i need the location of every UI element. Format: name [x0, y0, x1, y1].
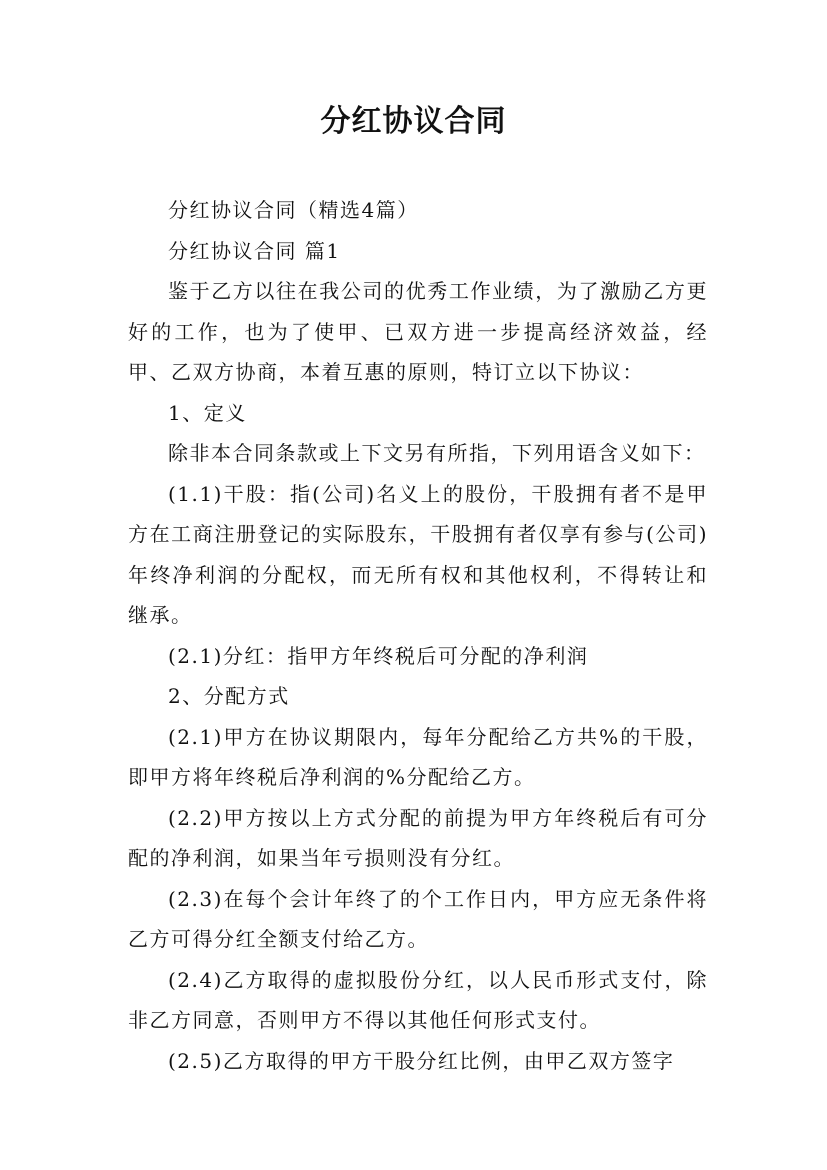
paragraph-definitions-intro: 除非本合同条款或上下文另有所指，下列用语含义如下：: [168, 441, 706, 465]
clause-2-1: (2.1)甲方在协议期限内，每年分配给乙方共%的干股，即甲方将年终税后净利润的%分配给乙方。: [128, 724, 708, 789]
section-heading-definitions: 1、定义: [168, 400, 247, 425]
paragraph-article-heading: 分红协议合同 篇1: [168, 238, 341, 263]
clause-2-4: (2.4)乙方取得的虚拟股份分红，以人民币形式支付，除非乙方同意，否则甲方不得以其他任何形式支付。: [128, 967, 708, 1032]
paragraph-preamble: 鉴于乙方以往在我公司的优秀工作业绩，为了激励乙方更好的工作，也为了使甲、已双方进一步提高经济效益，经甲、乙双方协商，本着互惠的原则，特订立以下协议：: [128, 279, 708, 384]
section-heading-distribution: 2、分配方式: [168, 684, 290, 708]
document-title: 分红协议合同: [320, 104, 507, 139]
paragraph-subtitle: 分红协议合同（精选4篇）: [168, 198, 419, 222]
clause-dividend-definition: (2.1)分红：指甲方年终税后可分配的净利润: [168, 643, 589, 668]
clause-1-1: (1.1)干股：指(公司)名义上的股份，干股拥有者不是甲方在工商注册登记的实际股东，干股拥有者仅享有参与(公司)年终净利润的分配权，而无所有权和其他权利，不得转让和继承。: [128, 481, 708, 627]
clause-2-3: (2.3)在每个会计年终了的个工作日内，甲方应无条件将乙方可得分红全额支付给乙方。: [128, 886, 708, 951]
document-body: [128, 190, 708, 1081]
clause-2-5: (2.5)乙方取得的甲方干股分红比例，由甲乙双方签字: [168, 1048, 675, 1073]
clause-2-2: (2.2)甲方按以上方式分配的前提为甲方年终税后有可分配的净利润，如果当年亏损则没有分红。: [128, 805, 708, 870]
